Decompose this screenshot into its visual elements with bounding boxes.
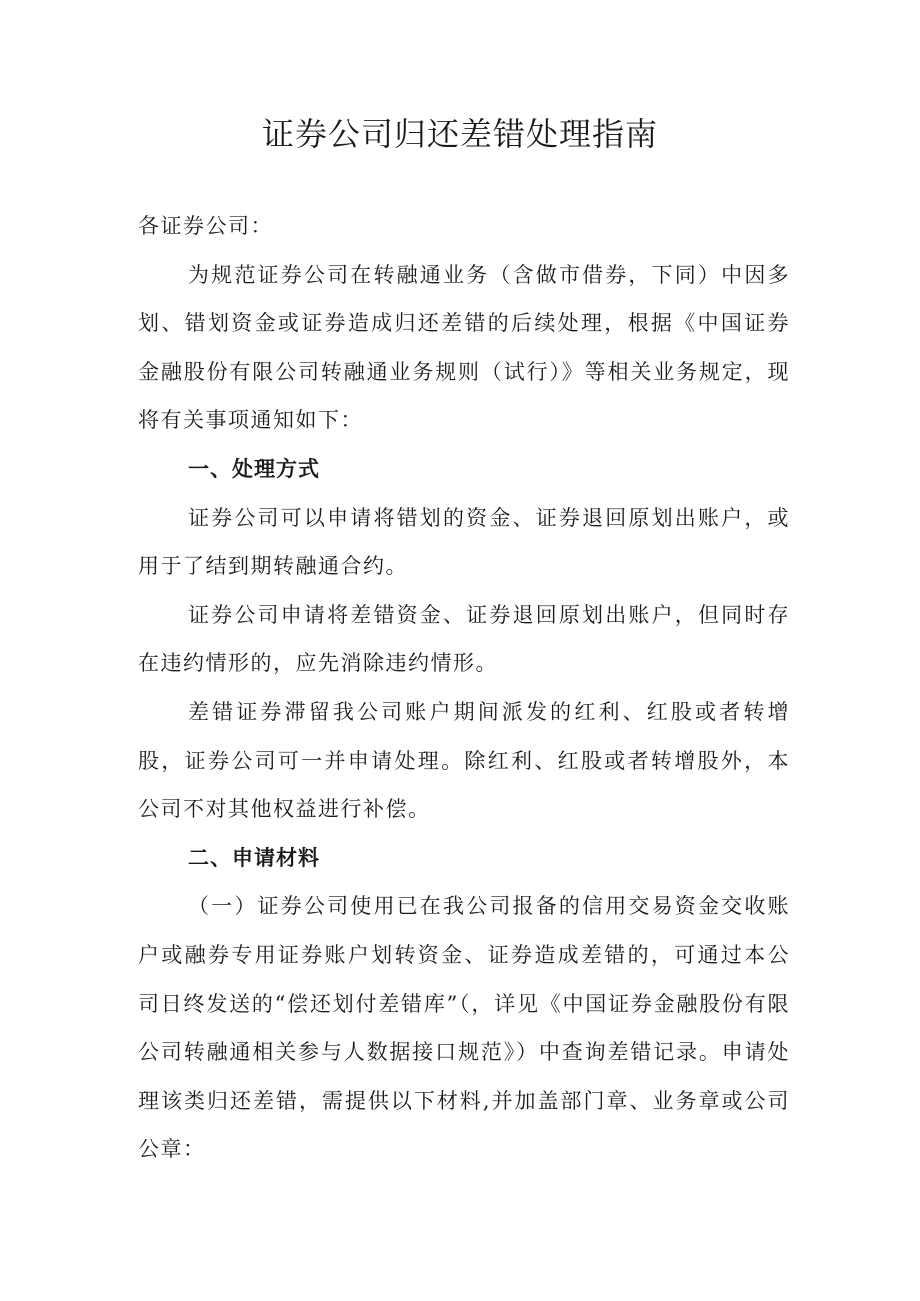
document-title: 证券公司归还差错处理指南 (261, 115, 658, 153)
intro-paragraph: 为规范证券公司在转融通业务（含做市借券，下同）中因多划、错划资金或证券造成归还差错的后续处理，根据《中国证券金融股份有限公司转融通业务规则（试行）》等相关业务规定，现将有关事项通知如下： (138, 262, 790, 433)
paragraph: （一）证券公司使用已在我公司报备的信用交易资金交收账户或融券专用证券账户划转资金、证券造成差错的，可通过本公司日终发送的“偿还划付差错库”（，详见《中国证券金融股份有限公司转融通相关参与人数据接口规范》）中查询差错记录。申请处理该类归还差错，需提供以下材料,并加盖部门章、业务章或公司公章： (138, 894, 790, 1162)
paragraph: 证券公司申请将差错资金、证券退回原划出账户，但同时存在违约情形的，应先消除违约情形。 (138, 602, 790, 676)
section-heading-processing-method: 一、处理方式 (188, 456, 320, 481)
paragraph: 差错证券滞留我公司账户期间派发的红利、红股或者转增股，证券公司可一并申请处理。除红利、红股或者转增股外，本公司不对其他权益进行补偿。 (138, 699, 790, 822)
section-heading-application-materials: 二、申请材料 (188, 845, 320, 870)
salutation: 各证券公司： (138, 214, 273, 238)
paragraph: 证券公司可以申请将错划的资金、证券退回原划出账户，或用于了结到期转融通合约。 (138, 505, 790, 579)
document-body (138, 202, 790, 1174)
